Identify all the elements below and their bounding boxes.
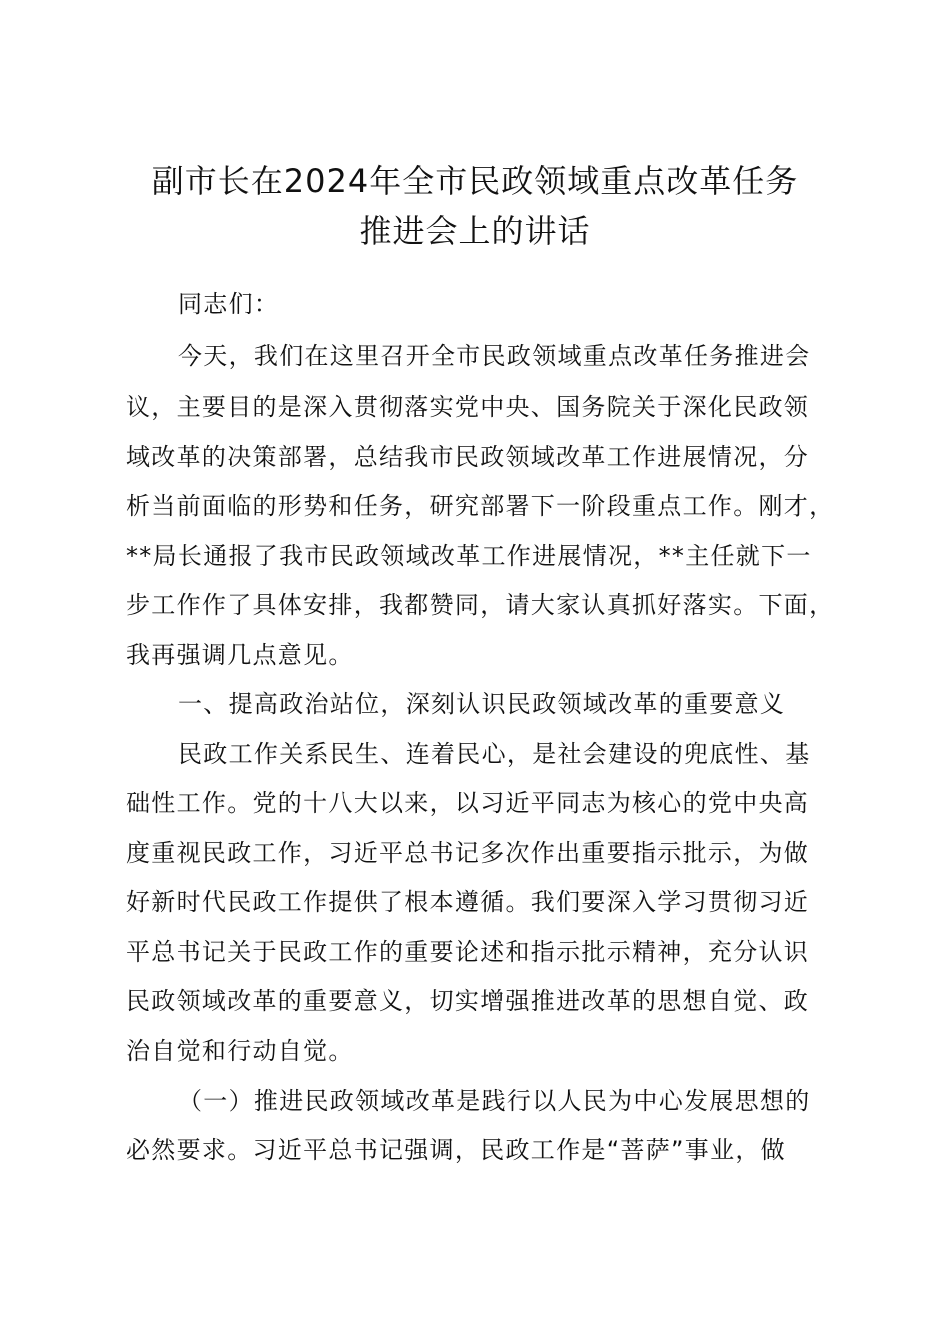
- paragraph-1-line: 域改革的决策部署，总结我市民政领域改革工作进展情况，分: [126, 443, 810, 471]
- document-title-line-1: 副市长在2024年全市民政领域重点改革任务: [151, 162, 799, 200]
- paragraph-2-line: 平总书记关于民政工作的重要论述和指示批示精神，充分认识: [126, 938, 810, 966]
- paragraph-1-line: **局长通报了我市民政领域改革工作进展情况，**主任就下一: [126, 542, 812, 570]
- paragraph-2-line: 民政工作关系民生、连着民心，是社会建设的兜底性、基: [178, 740, 811, 768]
- paragraph-1-line: 我再强调几点意见。: [126, 641, 354, 669]
- paragraph-3-line: 必然要求。习近平总书记强调，民政工作是“菩萨”事业，做: [126, 1136, 786, 1164]
- section-1-heading: 一、提高政治站位，深刻认识民政领域改革的重要意义: [178, 690, 786, 718]
- paragraph-1-line: 步工作作了具体安排，我都赞同，请大家认真抓好落实。下面，: [126, 591, 835, 619]
- paragraph-2-line: 度重视民政工作，习近平总书记多次作出重要指示批示，为做: [126, 839, 810, 867]
- document-title-line-2: 推进会上的讲话: [359, 212, 591, 250]
- paragraph-2-line: 民政领域改革的重要意义，切实增强推进改革的思想自觉、政: [126, 987, 810, 1015]
- paragraph-1-line: 议，主要目的是深入贯彻落实党中央、国务院关于深化民政领: [126, 393, 810, 421]
- paragraph-1-line: 今天，我们在这里召开全市民政领域重点改革任务推进会: [178, 342, 811, 370]
- paragraph-2-line: 础性工作。党的十八大以来，以习近平同志为核心的党中央高: [126, 789, 810, 817]
- paragraph-2-line: 治自觉和行动自觉。: [126, 1037, 354, 1065]
- paragraph-2-line: 好新时代民政工作提供了根本遵循。我们要深入学习贯彻习近: [126, 888, 810, 916]
- paragraph-3-line: （一）推进民政领域改革是践行以人民为中心发展思想的: [178, 1087, 811, 1115]
- paragraph-1-line: 析当前面临的形势和任务，研究部署下一阶段重点工作。刚才，: [126, 492, 835, 520]
- salutation: 同志们：: [178, 290, 280, 318]
